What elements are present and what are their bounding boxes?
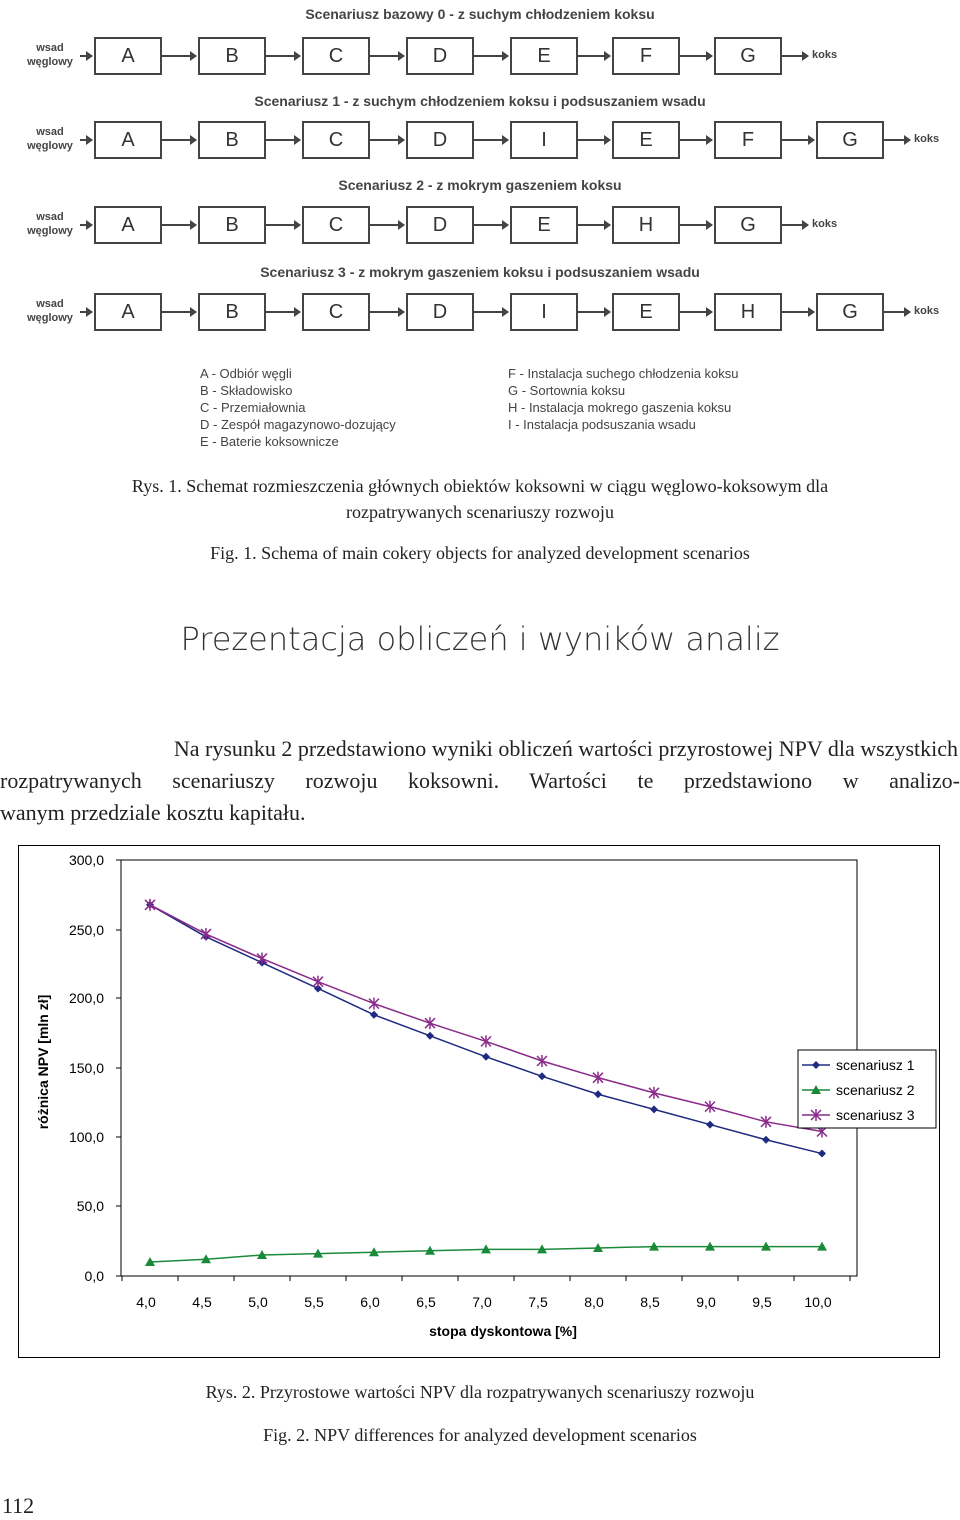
paragraph-line: rozpatrywanych scenariuszy rozwoju koksowni. Wartości te przedstawiono w analizo- [0,768,960,793]
x-tick-label: 9,5 [752,1294,772,1310]
data-point [706,1121,714,1129]
page-number: 112 [2,1493,35,1518]
y-axis-label: różnica NPV [mln zł] [35,994,51,1130]
data-point [538,1072,546,1080]
y-tick-label: 300,0 [68,852,104,868]
process-box-f: F [714,121,782,159]
output-label: koks [914,305,940,317]
process-box-b: B [198,206,266,244]
data-point [594,1090,602,1098]
x-tick-label: 7,0 [472,1294,492,1310]
legend-label: scenariusz 3 [836,1107,915,1123]
process-box-e: E [510,206,578,244]
data-point [313,976,323,988]
data-point [818,1150,826,1158]
process-box-g: G [714,206,782,244]
input-label: wsad węglowy [27,211,73,237]
process-box-h: H [612,206,680,244]
x-tick-label: 4,5 [192,1294,212,1310]
data-point [426,1032,434,1040]
x-tick-label: 8,0 [584,1294,604,1310]
x-tick-label: 7,5 [528,1294,548,1310]
data-point [649,1087,659,1099]
fig1-caption-pl-line2: rozpatrywanych scenariuszy rozwoju [346,502,614,522]
x-tick-label: 6,0 [360,1294,380,1310]
process-box-h: H [714,293,782,331]
input-label: wsad węglowy [27,126,73,152]
process-box-a: A [94,293,162,331]
legend-label: scenariusz 1 [836,1057,915,1073]
data-point [257,953,267,965]
x-tick-label: 5,0 [248,1294,268,1310]
legend-item: C - Przemiałownia [200,400,306,415]
y-tick-label: 50,0 [76,1198,104,1214]
process-box-f: F [612,37,680,75]
process-box-a: A [94,37,162,75]
legend-item: F - Instalacja suchego chłodzenia koksu [508,366,739,381]
legend-item: G - Sortownia koksu [508,383,626,398]
data-point [370,1011,378,1019]
process-box-b: B [198,37,266,75]
data-point [425,1017,435,1029]
legend-item: B - Składowisko [200,383,293,398]
input-label: wsad węglowy [27,42,73,68]
process-box-e: E [612,293,680,331]
x-axis-label: stopa dyskontowa [%] [429,1323,577,1339]
process-box-g: G [816,121,884,159]
process-box-d: D [406,121,474,159]
process-box-g: G [714,37,782,75]
process-box-d: D [406,206,474,244]
process-box-a: A [94,206,162,244]
data-point [482,1053,490,1061]
process-box-i: I [510,293,578,331]
process-box-a: A [94,121,162,159]
data-point [650,1105,658,1113]
process-box-e: E [612,121,680,159]
scenario-title: Scenariusz 2 - z mokrym gaszeniem koksu [338,177,622,193]
y-tick-label: 100,0 [68,1129,104,1145]
process-box-c: C [302,37,370,75]
data-point [705,1101,715,1113]
x-tick-label: 10,0 [804,1294,832,1310]
process-box-g: G [816,293,884,331]
process-box-d: D [406,37,474,75]
x-tick-label: 9,0 [696,1294,716,1310]
x-tick-label: 4,0 [136,1294,156,1310]
process-box-e: E [510,37,578,75]
y-tick-label: 250,0 [68,922,104,938]
process-box-b: B [198,121,266,159]
x-tick-label: 8,5 [640,1294,660,1310]
process-box-b: B [198,293,266,331]
legend-item: E - Baterie koksownicze [200,434,339,449]
paragraph-line: Na rysunku 2 przedstawiono wyniki obliczeń wartości przyrostowej NPV dla wszystkich [173,736,958,761]
data-point [369,998,379,1010]
legend-label: scenariusz 2 [836,1082,915,1098]
fig2-caption-en: Fig. 2. NPV differences for analyzed development scenarios [263,1425,697,1445]
y-tick-label: 0,0 [84,1268,104,1284]
series-line-3 [150,905,822,1132]
scenario-title: Scenariusz 1 - z suchym chłodzeniem koksu i podsuszaniem wsadu [254,93,706,109]
legend-item: D - Zespół magazynowo-dozujący [200,417,396,432]
legend-item: A - Odbiór węgli [200,366,292,381]
scenario-title: Scenariusz bazowy 0 - z suchym chłodzeniem koksu [305,6,655,22]
x-tick-label: 6,5 [416,1294,436,1310]
input-label: wsad węglowy [27,298,73,324]
series-line-1 [150,905,822,1154]
data-point [593,1072,603,1084]
data-point [762,1136,770,1144]
x-tick-label: 5,5 [304,1294,324,1310]
data-point [481,1035,491,1047]
process-box-c: C [302,206,370,244]
output-label: koks [812,218,838,230]
section-heading: Prezentacja obliczeń i wyników analiz [180,620,780,658]
output-label: koks [812,49,838,61]
legend-item: I - Instalacja podsuszania wsadu [508,417,696,432]
process-box-i: I [510,121,578,159]
process-box-c: C [302,121,370,159]
plot-area [121,860,857,1276]
output-label: koks [914,133,940,145]
fig1-caption-pl-line1: Rys. 1. Schemat rozmieszczenia głównych obiektów koksowni w ciągu węglowo-koksowym dla [131,476,829,496]
y-tick-label: 200,0 [68,990,104,1006]
legend-item: H - Instalacja mokrego gaszenia koksu [508,400,732,415]
data-point [537,1055,547,1067]
process-box-c: C [302,293,370,331]
process-box-d: D [406,293,474,331]
paragraph-line: wanym przedziale kosztu kapitału. [0,800,306,825]
fig1-caption-en: Fig. 1. Schema of main cokery objects for analyzed development scenarios [210,543,750,563]
y-tick-label: 150,0 [68,1060,104,1076]
fig2-caption-pl: Rys. 2. Przyrostowe wartości NPV dla rozpatrywanych scenariuszy rozwoju [205,1382,755,1402]
scenario-title: Scenariusz 3 - z mokrym gaszeniem koksu i podsuszaniem wsadu [260,264,700,280]
